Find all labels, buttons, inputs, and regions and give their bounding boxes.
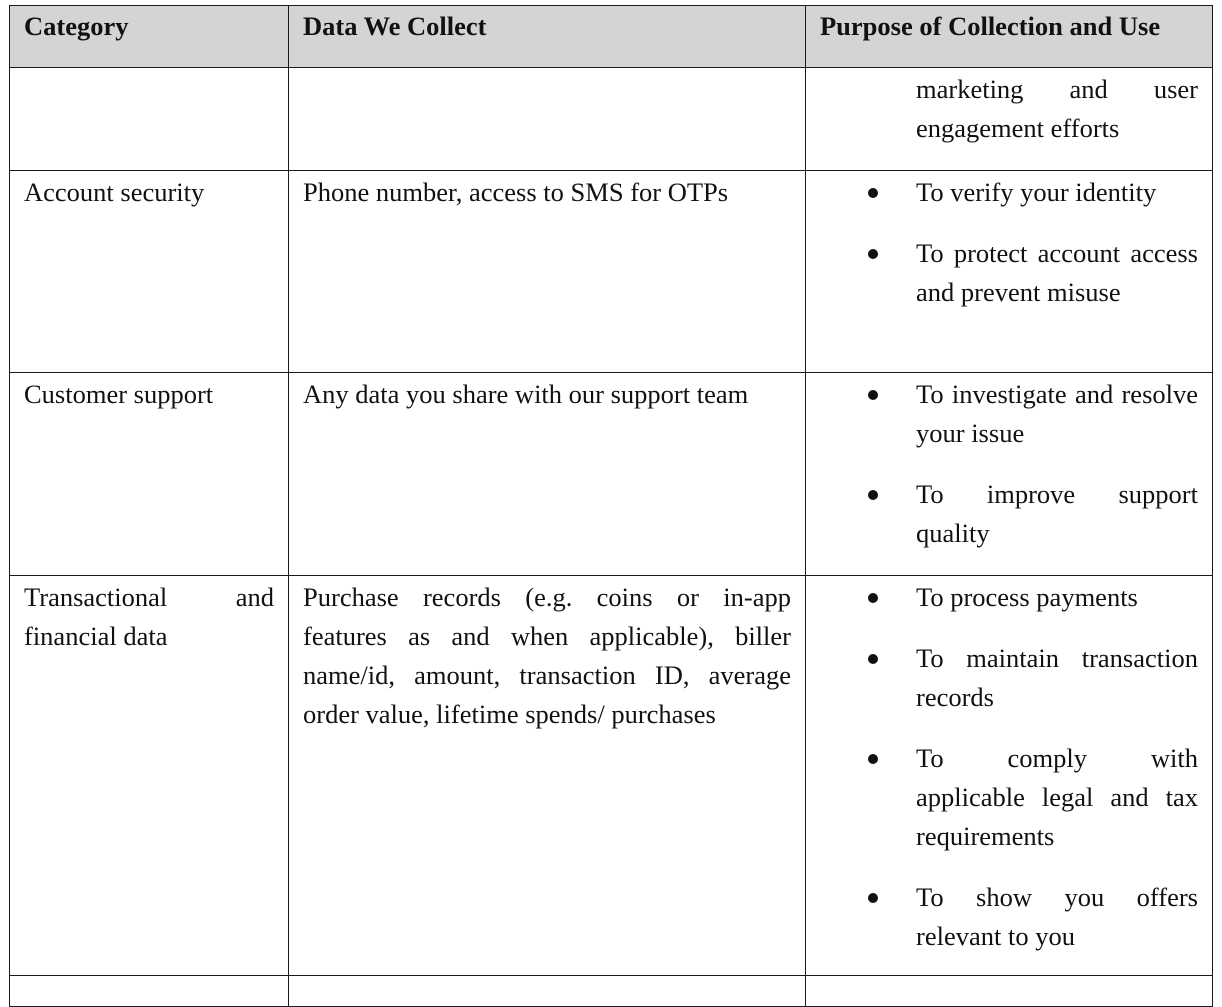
bullet-icon xyxy=(868,654,878,664)
purpose-item: To verify your identity xyxy=(806,173,1198,212)
cell-purpose-continued xyxy=(806,68,1213,171)
purpose-list xyxy=(806,173,1198,312)
cell-purpose xyxy=(806,171,1213,373)
cell-data: Purchase records (e.g. coins or in-app features as and when applicable), biller name/id, amount, transaction ID, average order value, lifetime spends/ purchases xyxy=(289,576,806,976)
table-row xyxy=(10,576,1213,976)
cell-data: Any data you share with our support team xyxy=(289,373,806,576)
cell-category: Transactional and financial data xyxy=(10,576,289,976)
bullet-icon xyxy=(868,390,878,400)
purpose-continued-line1: marketing and user xyxy=(916,74,1198,104)
cell-purpose xyxy=(806,373,1213,576)
cell-category-empty xyxy=(10,68,289,171)
purpose-item: To process payments xyxy=(806,578,1198,617)
cell-category: Customer support xyxy=(10,373,289,576)
bullet-icon xyxy=(868,754,878,764)
cell-purpose xyxy=(806,576,1213,976)
purpose-list xyxy=(806,578,1198,956)
table-row-next xyxy=(10,976,1213,1007)
bullet-icon xyxy=(868,490,878,500)
table-row xyxy=(10,373,1213,576)
bullet-icon xyxy=(868,593,878,603)
purpose-item: To investigate and resolve your issue xyxy=(806,375,1198,453)
purpose-continued-line2: engagement efforts xyxy=(916,113,1120,143)
table-row-continued xyxy=(10,68,1213,171)
table-header-row xyxy=(10,6,1213,68)
cell-category-next xyxy=(10,976,289,1007)
privacy-data-table xyxy=(9,5,1213,1007)
bullet-icon xyxy=(868,249,878,259)
cell-category: Account security xyxy=(10,171,289,373)
purpose-item: To show you offers relevant to you xyxy=(806,878,1198,956)
cell-data: Phone number, access to SMS for OTPs xyxy=(289,171,806,373)
purpose-item: To maintain transaction records xyxy=(806,639,1198,717)
bullet-icon xyxy=(868,188,878,198)
header-purpose: Purpose of Collection and Use xyxy=(806,6,1213,68)
header-data-we-collect: Data We Collect xyxy=(289,6,806,68)
bullet-icon xyxy=(868,893,878,903)
header-category: Category xyxy=(10,6,289,68)
cell-data-empty xyxy=(289,68,806,171)
cell-purpose-next xyxy=(806,976,1213,1007)
purpose-list xyxy=(806,375,1198,553)
purpose-item: To improve support quality xyxy=(806,475,1198,553)
purpose-item: To protect account access and prevent misuse xyxy=(806,234,1198,312)
cell-data-next xyxy=(289,976,806,1007)
table-row xyxy=(10,171,1213,373)
purpose-item: To comply with applicable legal and tax requirements xyxy=(806,739,1198,856)
